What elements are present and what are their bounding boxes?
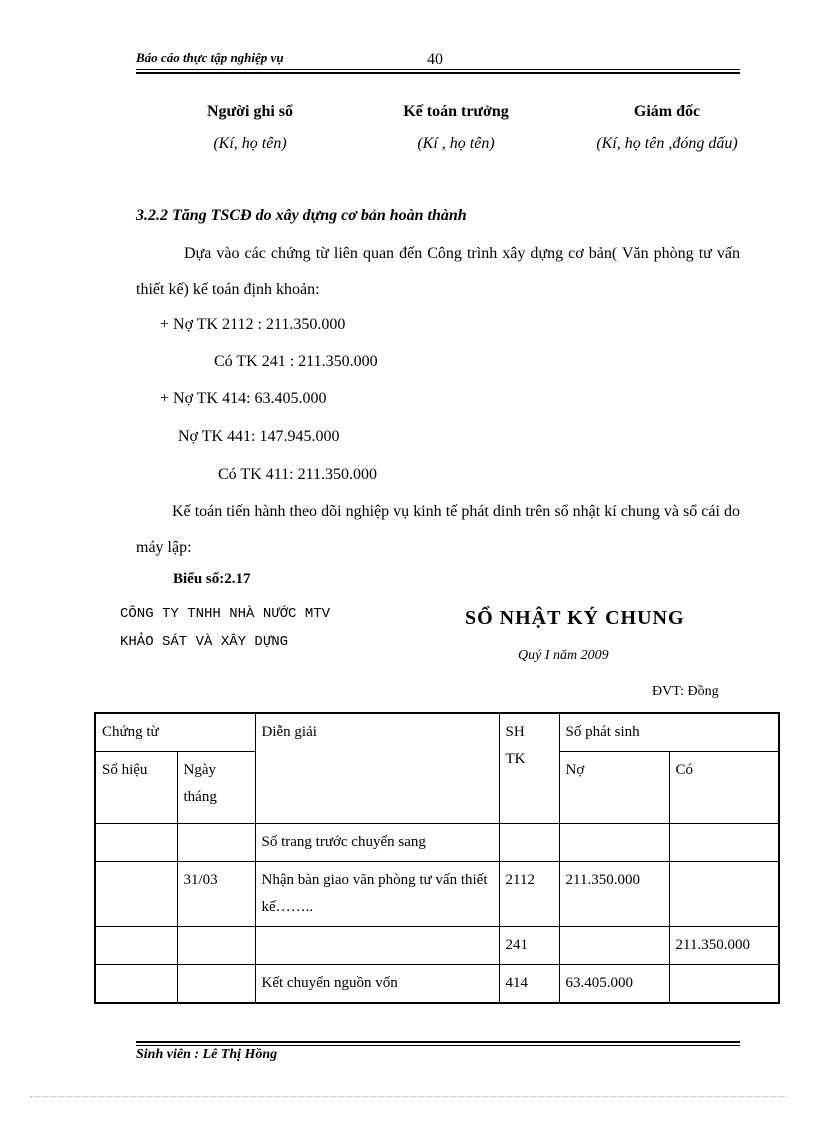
cell-account: 2112 bbox=[499, 862, 559, 927]
ledger-intro-paragraph: Kế toán tiến hành theo dõi nghiệp vụ kinh tế phát dinh trên sổ nhật kí chung và sổ cái do máy lập: bbox=[136, 503, 740, 556]
journal-table bbox=[94, 712, 780, 1004]
cell-credit bbox=[669, 824, 779, 862]
cell-credit bbox=[669, 965, 779, 1004]
table-row bbox=[95, 965, 779, 1004]
page-number: 40 bbox=[427, 51, 443, 68]
cell-voucher-no bbox=[95, 862, 177, 927]
report-title: Báo cáo thực tập nghiệp vụ bbox=[136, 50, 284, 65]
amount-header: Số phát sinh bbox=[559, 713, 779, 752]
header-rule-thin bbox=[136, 69, 740, 70]
voucher-no-header: Số hiệu bbox=[95, 752, 177, 824]
table-row bbox=[95, 824, 779, 862]
cell-date bbox=[177, 824, 255, 862]
header-rule-thick bbox=[136, 72, 740, 74]
currency-unit: ĐVT: Đồng bbox=[652, 684, 719, 699]
cell-date bbox=[177, 965, 255, 1004]
cell-description: Kết chuyển nguồn vốn bbox=[255, 965, 499, 1004]
signature-bookkeeper bbox=[150, 103, 350, 153]
cell-voucher-no bbox=[95, 927, 177, 965]
cell-description: Nhận bàn giao văn phòng tư vấn thiết kế…….. bbox=[255, 862, 499, 927]
table-row bbox=[95, 927, 779, 965]
entry-line: Nợ TK 441: 147.945.000 bbox=[178, 428, 340, 445]
ledger-title: SỔ NHẬT KÝ CHUNG bbox=[465, 607, 685, 629]
cell-description bbox=[255, 927, 499, 965]
credit-header: Có bbox=[669, 752, 779, 824]
cell-voucher-no bbox=[95, 824, 177, 862]
debit-header: Nợ bbox=[559, 752, 669, 824]
company-name-line1: CÔNG TY TNHH NHÀ NƯỚC MTV bbox=[120, 606, 331, 622]
intro-paragraph: Dựa vào các chứng từ liên quan đến Công trình xây dựng cơ bản( Văn phòng tư vấn thiết kế) kế toán định khoản: bbox=[136, 245, 740, 298]
cell-date bbox=[177, 927, 255, 965]
table-header-row bbox=[95, 713, 779, 752]
company-name-line2: KHẢO SÁT VÀ XÂY DỰNG bbox=[120, 634, 289, 650]
date-header-line2: tháng bbox=[183, 789, 217, 805]
cell-description: Số trang trước chuyển sang bbox=[255, 824, 499, 862]
voucher-header: Chứng từ bbox=[95, 713, 255, 752]
table-row bbox=[95, 862, 779, 927]
cell-account bbox=[499, 824, 559, 862]
date-header bbox=[177, 752, 255, 824]
description-header: Diễn giải bbox=[255, 713, 499, 824]
entry-line: + Nợ TK 2112 : 211.350.000 bbox=[160, 316, 346, 333]
account-header bbox=[499, 713, 559, 824]
cell-credit: 211.350.000 bbox=[669, 927, 779, 965]
cell-debit: 211.350.000 bbox=[559, 862, 669, 927]
cell-debit bbox=[559, 927, 669, 965]
page-edge-divider bbox=[30, 1096, 786, 1097]
entry-line: Có TK 241 : 211.350.000 bbox=[214, 353, 378, 370]
ledger-period: Quý I năm 2009 bbox=[518, 648, 609, 663]
cell-debit bbox=[559, 824, 669, 862]
footer-rule-thin bbox=[136, 1045, 740, 1046]
cell-voucher-no bbox=[95, 965, 177, 1004]
account-header-line2: TK bbox=[505, 751, 526, 767]
student-name: Sinh viên : Lê Thị Hồng bbox=[136, 1047, 278, 1062]
cell-credit bbox=[669, 862, 779, 927]
signature-title: Kế toán trưởng bbox=[403, 103, 509, 120]
cell-account: 241 bbox=[499, 927, 559, 965]
signature-note: (Kí, họ tên) bbox=[213, 135, 287, 152]
signature-title: Người ghi sổ bbox=[206, 103, 294, 120]
account-header-line1: SH bbox=[505, 724, 525, 740]
footer-rule-thick bbox=[136, 1041, 740, 1043]
section-heading: 3.2.2 Tăng TSCĐ do xây dựng cơ bản hoàn thành bbox=[136, 207, 467, 224]
cell-date: 31/03 bbox=[177, 862, 255, 927]
cell-debit: 63.405.000 bbox=[559, 965, 669, 1004]
date-header-line1: Ngày bbox=[183, 762, 216, 778]
form-label: Biểu số:2.17 bbox=[173, 571, 251, 587]
cell-account: 414 bbox=[499, 965, 559, 1004]
signature-chief-accountant bbox=[356, 103, 556, 153]
signature-note: (Kí , họ tên) bbox=[417, 135, 495, 152]
entry-line: + Nợ TK 414: 63.405.000 bbox=[160, 390, 327, 407]
signature-director bbox=[570, 103, 764, 153]
signature-title: Giám đốc bbox=[633, 103, 701, 120]
signature-note: (Kí, họ tên ,đóng dấu) bbox=[596, 135, 738, 152]
entry-line: Có TK 411: 211.350.000 bbox=[218, 466, 377, 483]
